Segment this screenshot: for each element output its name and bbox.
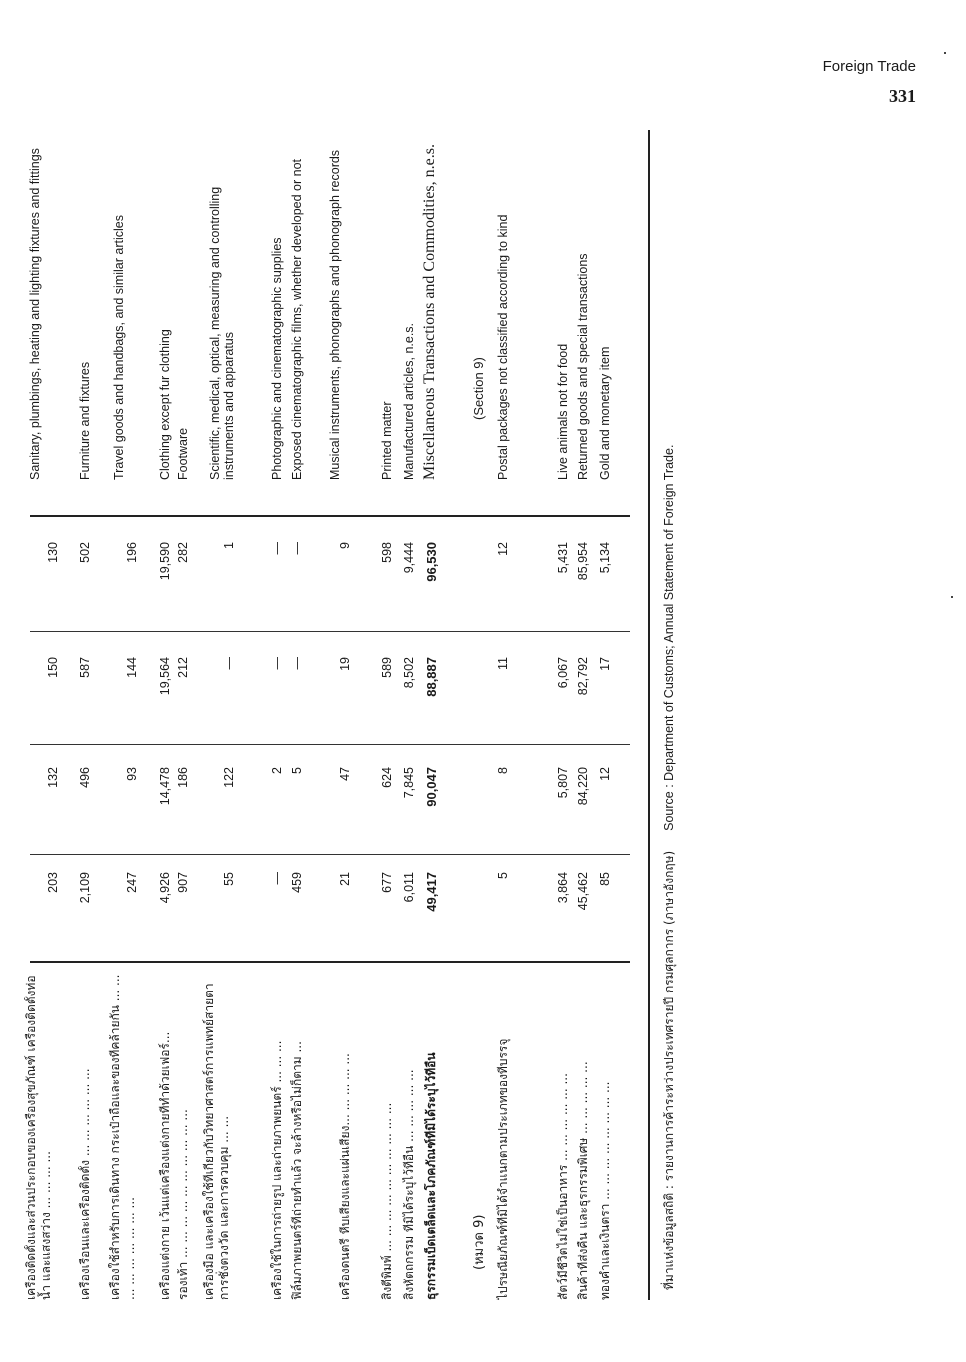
english-label: Musical instruments, phonographs and phonograph records	[328, 149, 342, 480]
section-thai: (หมวด 9)	[472, 1214, 487, 1270]
section-heading-row	[472, 130, 494, 1300]
value-col-1: 45,462	[576, 872, 590, 911]
table-row	[496, 130, 518, 1300]
value-col-4: 96,530	[424, 542, 439, 582]
english-label: Miscellaneous Transactions and Commodities, n.e.s.	[421, 144, 438, 480]
value-col-4: 9,444	[402, 542, 416, 574]
table-row	[176, 130, 198, 1300]
value-col-2: 8	[496, 767, 510, 774]
value-col-2: 5	[290, 767, 304, 774]
value-col-1: 3,864	[556, 872, 570, 904]
value-col-3: 82,792	[576, 657, 590, 696]
table-row	[78, 130, 100, 1300]
value-col-4: 5,431	[556, 542, 570, 574]
running-header-title: Foreign Trade	[822, 58, 916, 75]
value-col-4: 12	[496, 542, 510, 556]
thai-label: เครื่องใช้สำหรับการเดินทาง กระเป๋าถือและของที่คล้ายกัน ... ... ... ... ... ... ... ... ...	[108, 974, 137, 1300]
table-row	[24, 130, 60, 1300]
value-col-3: 8,502	[402, 657, 416, 689]
value-col-4: 19,590	[158, 542, 172, 581]
value-col-2: 90,047	[424, 767, 439, 807]
table-row	[202, 130, 236, 1300]
value-col-4: 1	[222, 542, 236, 549]
english-label: Gold and monetary item	[598, 346, 612, 480]
value-col-2: 624	[380, 767, 394, 788]
source-divider	[648, 130, 650, 1300]
value-col-1: 247	[125, 872, 139, 893]
thai-label: สิ่งหัตถกรรม ที่มิได้ระบุไว้ที่อื่น ... ... ... ... ...	[402, 1069, 416, 1300]
english-label: Footware	[176, 427, 190, 480]
thai-label: ทองคำและเงินตรา ... ... ... ... ... ... ... ...	[598, 1081, 612, 1300]
english-label: Manufactured articles, n.e.s.	[402, 322, 416, 480]
value-col-2: 47	[338, 767, 352, 781]
table-row	[556, 130, 578, 1300]
value-col-2: 132	[46, 767, 60, 788]
stray-mark	[944, 52, 946, 54]
table-row	[598, 130, 620, 1300]
value-col-3: 589	[380, 657, 394, 678]
value-col-3: —	[270, 657, 284, 670]
value-col-2: 93	[125, 767, 139, 781]
value-col-3: —	[222, 657, 236, 670]
english-label: Clothing except fur clothing	[158, 329, 172, 480]
english-label: Exposed cinematographic films, whether developed or not	[290, 158, 304, 480]
source-english: Source : Department of Customs; Annual Statement of Foreign Trade.	[662, 444, 676, 831]
value-col-1: 4,926	[158, 872, 172, 904]
table-row	[576, 130, 598, 1300]
table-row-total	[421, 130, 446, 1300]
value-col-2: 186	[176, 767, 190, 788]
value-col-1: 5	[496, 872, 510, 879]
english-label: Postal packages not classified according to kind	[496, 214, 510, 480]
thai-label: สินค้าที่ส่งคืน และธุรกรรมพิเศษ ... ... ... ... ...	[576, 1061, 590, 1300]
value-col-2: 5,807	[556, 767, 570, 799]
value-col-2: 496	[78, 767, 92, 788]
value-col-1: 21	[338, 872, 352, 886]
thai-label: ฟิล์มภาพยนตร์ที่ถ่ายทำแล้ว จะล้างหรือไม่ก็ตาม ...	[290, 1041, 304, 1300]
value-col-3: 88,887	[424, 657, 439, 697]
value-col-2: 12	[598, 767, 612, 781]
english-label: Live animals not for food	[556, 343, 570, 480]
rotated-table-area	[20, 130, 710, 1300]
value-col-3: 19	[338, 657, 352, 671]
value-col-4: 196	[125, 542, 139, 563]
value-col-3: 11	[496, 657, 510, 670]
value-col-4: 5,134	[598, 542, 612, 574]
value-col-3: —	[290, 657, 304, 670]
stray-mark	[951, 596, 953, 598]
value-col-2: 14,478	[158, 767, 172, 806]
value-col-1: 203	[46, 872, 60, 893]
value-col-1: 907	[176, 872, 190, 893]
english-label: Scientific, medical, optical, measuring and controlling instruments and apparatus	[208, 186, 236, 480]
value-col-2: 7,845	[402, 767, 416, 799]
thai-label: เครื่องใช้ในการถ่ายรูป และถ่ายภาพยนตร์ ... ... ...	[270, 1040, 284, 1300]
source-note	[660, 140, 679, 1290]
thai-label: เครื่องติดตั้งและส่วนประกอบของเครื่องสุขภัณฑ์ เครื่องติดตั้งท่อน้ำ และแสงสว่าง ... ... ... ...	[24, 975, 53, 1300]
source-thai: ที่มาแห่งข้อมูลสถิติ : รายงานการค้าระหว่างประเทศรายปี กรมศุลกากร (ภาษาอังกฤษ)	[662, 850, 676, 1290]
value-col-3: 19,564	[158, 657, 172, 696]
value-col-4: 502	[78, 542, 92, 563]
value-col-4: 85,954	[576, 542, 590, 581]
english-label: Travel goods and handbags, and similar articles	[112, 215, 126, 480]
value-col-1: 459	[290, 872, 304, 893]
thai-label: ธุรกรรมเบ็ดเตล็ดและโภคภัณฑ์ที่มิได้ระบุไว้ที่อื่น	[424, 1052, 438, 1300]
value-col-1: 85	[598, 872, 612, 886]
thai-label: สิ่งตีพิมพ์ ... ... ... ... ... ... ... ... ... ...	[380, 1102, 394, 1300]
thai-label: รองเท้า ... ... ... ... ... ... ... ... ... ...	[176, 1109, 190, 1300]
table-row	[270, 130, 292, 1300]
english-label: Sanitary, plumbings, heating and lighting fixtures and fittings	[28, 148, 42, 480]
section-english: (Section 9)	[471, 357, 486, 420]
trade-table	[20, 130, 632, 1300]
table-row	[108, 130, 139, 1300]
value-col-3: 212	[176, 657, 190, 678]
value-col-3: 6,067	[556, 657, 570, 689]
table-row	[380, 130, 402, 1300]
thai-label: เครื่องเรือนและเครื่องติดตั้ง ... ... ... ... ... ...	[78, 1068, 92, 1300]
value-col-1: 49,417	[424, 872, 439, 912]
value-col-3: 150	[46, 657, 60, 678]
value-col-1: 677	[380, 872, 394, 893]
value-col-2: 122	[222, 767, 236, 788]
value-col-2: 84,220	[576, 767, 590, 806]
value-col-4: 282	[176, 542, 190, 563]
value-col-4: 9	[338, 542, 352, 549]
english-label: Photographic and cinematographic supplies	[270, 237, 284, 480]
thai-label: เครื่องดนตรี หีบเสียงและแผ่นเสียง... ... ... ... ...	[338, 1053, 352, 1300]
thai-label: สัตว์มีชีวิตไม่ใช่เป็นอาหาร ... ... ... ... ... ...	[556, 1073, 570, 1300]
value-col-2: 2	[270, 767, 284, 774]
value-col-4: 130	[46, 542, 60, 563]
value-col-1: 55	[222, 872, 236, 886]
english-label: Furniture and fixtures	[78, 361, 92, 480]
value-col-4: 598	[380, 542, 394, 563]
thai-label: เครื่องแต่งกาย เว้นแต่เครื่องแต่งกายที่ทำด้วยเฟอร์...	[158, 1031, 172, 1300]
value-col-3: 587	[78, 657, 92, 678]
english-label: Returned goods and special transactions	[576, 253, 590, 480]
thai-label: เครื่องมือ และเครื่องใช้ที่เกี่ยวกับวิทยาศาสตร์การแพทย์สายตา การชั่งตวงวัด และการควบคุม ... ...	[202, 983, 231, 1300]
value-col-4: —	[290, 542, 304, 555]
table-row	[290, 130, 312, 1300]
value-col-1: 2,109	[78, 872, 92, 904]
value-col-4: —	[270, 542, 284, 555]
value-col-1: —	[270, 872, 284, 885]
english-label: Printed matter	[380, 401, 394, 480]
page-number: 331	[889, 86, 916, 106]
value-col-3: 144	[125, 657, 139, 678]
value-col-1: 6,011	[402, 872, 416, 903]
thai-label: ไปรษณียภัณฑ์ที่มิได้จำแนกตามประเภทของที่บรรจุ	[496, 1038, 510, 1300]
table-row	[328, 130, 360, 1300]
value-col-3: 17	[598, 657, 612, 671]
